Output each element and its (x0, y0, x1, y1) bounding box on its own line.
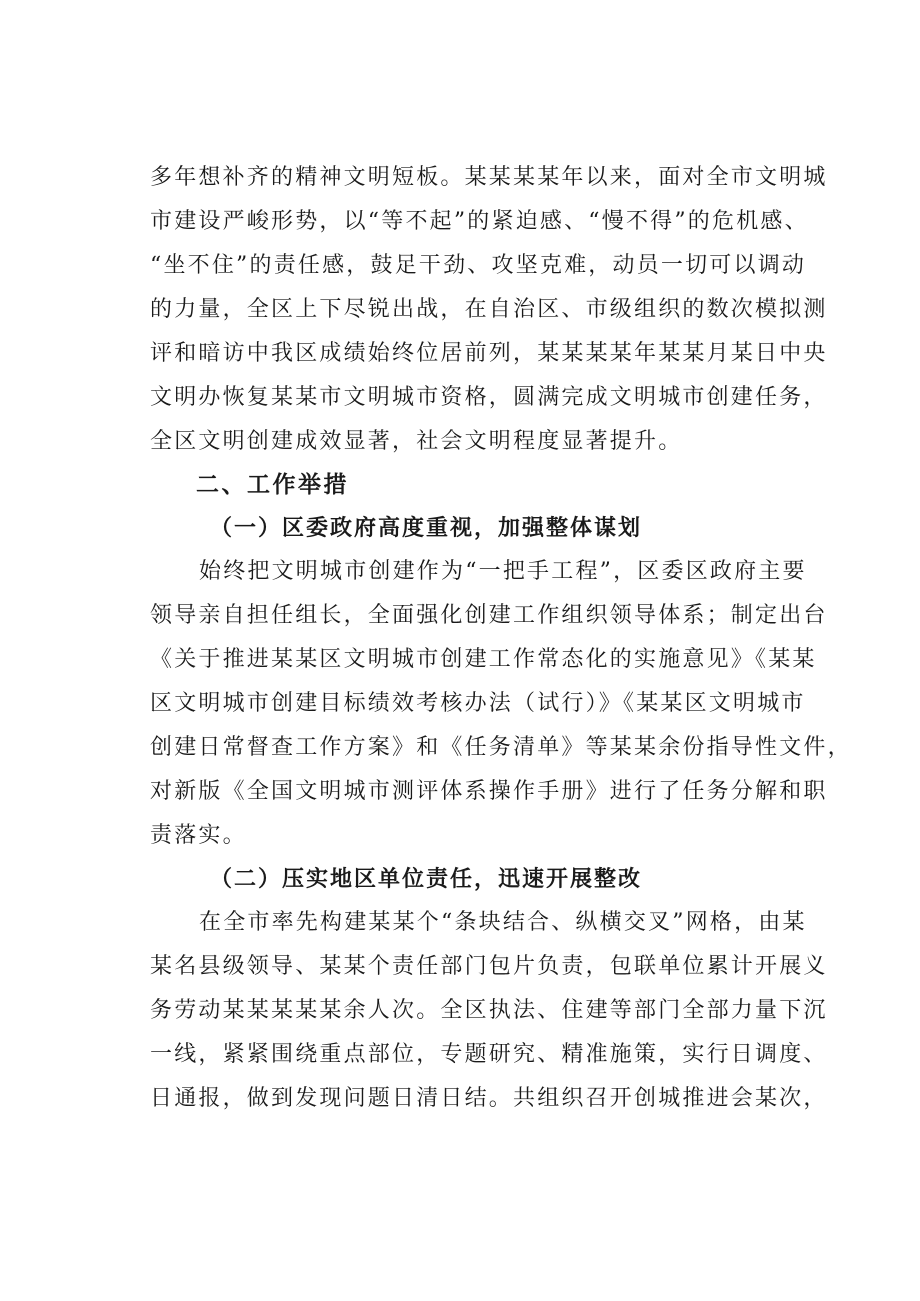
paragraph-line: 对新版《全国文明城市测评体系操作手册》进行了任务分解和职 (150, 779, 828, 804)
paragraph-line: 始终把文明城市创建作为“一把手工程”，区委区政府主要 (199, 559, 807, 584)
paragraph-line: 全区文明创建成效显著，社会文明程度显著提升。 (150, 429, 683, 454)
paragraph-line: 创建日常督查工作方案》和《任务清单》等某某余份指导性文件， (150, 735, 852, 760)
section-heading: 二、工作举措 (196, 472, 349, 498)
paragraph-line: 责落实。 (150, 823, 247, 848)
subsection-heading: （一）区委政府高度重视，加强整体谋划 (210, 515, 643, 541)
paragraph-line: 的力量，全区上下尽锐出战，在自治区、市级组织的数次模拟测 (150, 297, 828, 322)
paragraph-line: 文明办恢复某某市文明城市资格，圆满完成文明城市创建任务， (150, 385, 828, 410)
paragraph-line: 在全市率先构建某某个“条块结合、纵横交叉”网格，由某 (199, 910, 807, 935)
paragraph-line: 日通报，做到发现问题日清日结。共组织召开创城推进会某次， (150, 1086, 828, 1111)
paragraph-line: 市建设严峻形势，以“等不起”的紧迫感、“慢不得”的危机感、 (150, 209, 809, 234)
paragraph-line: 某名县级领导、某某个责任部门包片负责，包联单位累计开展义 (150, 954, 828, 979)
paragraph-line: 《关于推进某某区文明城市创建工作常态化的实施意见》《某某 (150, 647, 817, 672)
paragraph-line: 区文明城市创建目标绩效考核办法（试行）》《某某区文明城市 (150, 691, 806, 716)
paragraph-line: 评和暗访中我区成绩始终位居前列，某某某某年某某月某日中央 (150, 341, 828, 366)
subsection-heading: （二）压实地区单位责任，迅速开展整改 (210, 866, 643, 892)
paragraph-line: “坐不住”的责任感，鼓足干劲、攻坚克难，动员一切可以调动 (150, 253, 807, 278)
paragraph-line: 一线，紧紧围绕重点部位，专题研究、精准施策，实行日调度、 (150, 1042, 828, 1067)
paragraph-line: 务劳动某某某某某余人次。全区执法、住建等部门全部力量下沉 (150, 998, 828, 1023)
paragraph-line: 领导亲自担任组长，全面强化创建工作组织领导体系；制定出台 (150, 603, 828, 628)
paragraph-line: 多年想补齐的精神文明短板。某某某某年以来，面对全市文明城 (150, 165, 828, 190)
